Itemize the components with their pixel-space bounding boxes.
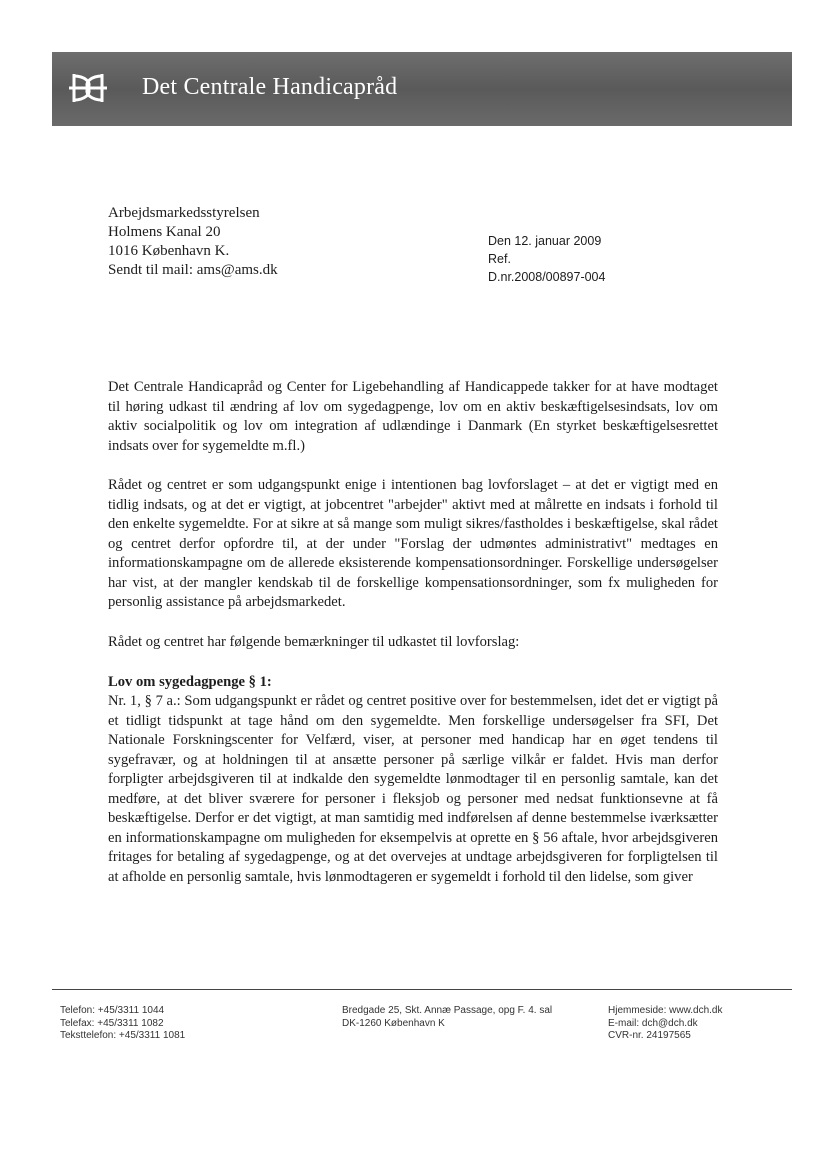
recipient-email: Sendt til mail: ams@ams.dk [108, 262, 278, 278]
letter-body [108, 378, 718, 887]
letter-ref: Ref. [488, 252, 511, 266]
footer-email[interactable]: E-mail: dch@dch.dk [608, 1017, 698, 1029]
footer-address-line1: Bredgade 25, Skt. Annæ Passage, opg F. 4. sal [342, 1005, 553, 1016]
recipient-name: Arbejdsmarkedsstyrelsen [108, 205, 260, 221]
footer-online [608, 1005, 722, 1043]
footer-fax: Telefax: +45/3311 1082 [60, 1017, 164, 1029]
section-heading: Lov om sygedagpenge § 1: [108, 674, 272, 690]
footer-address-line2: DK-1260 København K [342, 1017, 445, 1029]
footer-divider [52, 989, 792, 990]
recipient-address [108, 204, 438, 280]
letterhead-banner [52, 52, 792, 126]
footer-cvr: CVR-nr. 24197565 [608, 1030, 691, 1041]
recipient-city: 1016 København K. [108, 243, 230, 259]
letter-meta [488, 232, 688, 286]
footer-address [342, 1005, 552, 1030]
position-paragraph: Rådet og centret er som udgangspunkt enige i intentionen bag lovforslaget – at det er vigtigt med en tidlig indsats, og at det er vigtigt, at jobcentret "arbejder" aktivt med at målrette en indsats i forhold til den enkelte sygemeldte. For at sikre at så mange som muligt sikres/fastholdes i beskæftigelse, skal rådet og centret derfor opfordre til, at der under "Forslag der udmøntes administrativt" medtages en informationskampagne om de allerede eksisterende kompensationsordninger. Forskellige undersøgelser har vist, at der mangler kendskab til de forskellige kompensationsordninger, som fx muligheden for personlig assistance på arbejdsmarkedet. [108, 477, 718, 610]
remarks-intro-paragraph: Rådet og centret har følgende bemærkninger til udkastet til lovforslag: [108, 633, 520, 650]
footer-phone: Telefon: +45/3311 1044 [60, 1005, 165, 1016]
organization-logo-icon [66, 68, 110, 108]
letter-date: Den 12. januar 2009 [488, 234, 602, 248]
footer-website[interactable]: Hjemmeside: www.dch.dk [608, 1005, 723, 1016]
section-paragraph: Nr. 1, § 7 a.: Som udgangspunkt er rådet og centret positive over for bestemmelsen, idet det er vigtigt på et tidligt tidspunkt at tage hånd om den sygemeldte. Men forskellige undersøgelser fra SFI, Det Nationale Forskningscenter for Velfærd, viser, at personer med handicap har en øget tendens til sygefravær, og at holdningen til at ansætte personer på særlige vilkår er faldet. Hvis man derfor forpligter arbejdsgiveren til at indkalde den sygemeldte lønmodtager til en personlig samtale, kan det medføre, at det bliver sværere for personer i fleksjob og personer med nedsat funktionsevne at få beskæftigelse. Derfor er det vigtigt, at man samtidig med indførelsen af denne bestemmelse iværksætter en informationskampagne om muligheden for eksempelvis at oprette en § 56 aftale, hvor arbejdsgiveren fritages for betaling af sygedagpenge, og at det overvejes at undtage arbejdsgiveren for forpligtelsen til at afholde en personlig samtale, hvis lønmodtageren er sygemeldt i forhold til den lidelse, som giver [108, 693, 718, 885]
footer-textphone: Teksttelefon: +45/3311 1081 [60, 1030, 186, 1041]
footer-contact-phones [60, 1005, 185, 1043]
intro-paragraph: Det Centrale Handicapråd og Center for Ligebehandling af Handicappede takker for at have modtaget til høring udkast til ændring af lov om sygedagpenge, lov om en aktiv beskæftigelsesindsats, lov om aktiv socialpolitik og lov om integration af udlændinge i Danmark (En styrket beskæftigelsesrettet indsats over for sygemeldte m.fl.) [108, 379, 718, 454]
organization-name: Det Centrale Handicapråd [142, 74, 398, 100]
recipient-street: Holmens Kanal 20 [108, 224, 221, 240]
journal-number: D.nr.2008/00897-004 [488, 270, 606, 284]
